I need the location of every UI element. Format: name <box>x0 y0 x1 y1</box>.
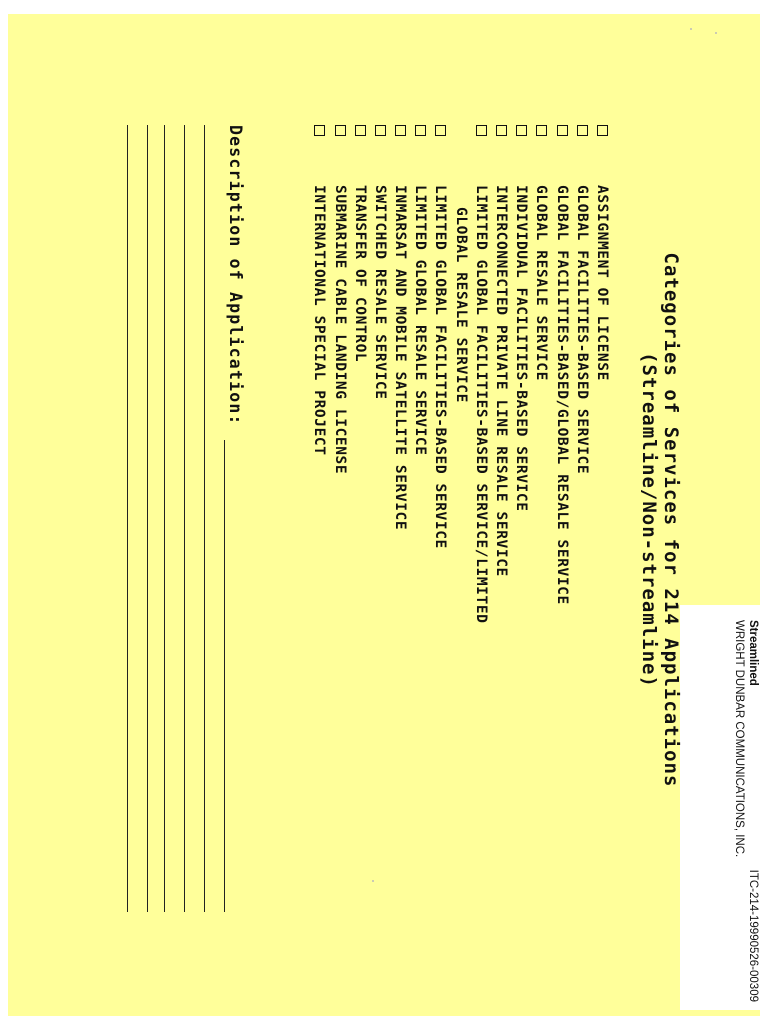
category-item <box>551 125 571 865</box>
category-item <box>572 125 592 865</box>
category-item <box>592 125 612 865</box>
file-number: ITC-214-19990526-00309 <box>747 869 759 1002</box>
category-item <box>430 125 450 865</box>
category-item <box>309 125 329 865</box>
company-name: WRIGHT DUNBAR COMMUNICATIONS, INC. <box>733 620 745 858</box>
category-item <box>350 125 370 865</box>
category-label: GLOBAL FACILITIES-BASED SERVICE <box>573 185 590 475</box>
category-label: SWITCHED RESALE SERVICE <box>371 185 388 400</box>
category-item <box>410 125 430 865</box>
category-checkbox[interactable] <box>415 125 426 136</box>
description-line[interactable] <box>147 125 148 912</box>
category-checkbox[interactable] <box>355 125 366 136</box>
title-line-2: (Streamline/Non-streamline) <box>638 352 660 688</box>
category-label: GLOBAL RESALE SERVICE <box>533 185 550 381</box>
description-line[interactable] <box>164 125 165 912</box>
category-item <box>370 125 390 865</box>
description-line[interactable] <box>184 125 185 912</box>
category-checkbox[interactable] <box>335 125 346 136</box>
category-list <box>309 125 612 865</box>
category-label: ASSIGNMENT OF LICENSE <box>594 185 610 381</box>
category-label: LIMITED GLOBAL FACILITIES-BASED SERVICE <box>432 185 449 549</box>
category-label: LIMITED GLOBAL FACILITIES-BASED SERVICE/LIMITED <box>472 185 489 624</box>
category-label: SUBMARINE CABLE LANDING LICENSE <box>331 185 348 475</box>
category-checkbox[interactable] <box>314 125 325 136</box>
category-item-continued <box>451 125 471 865</box>
form-title <box>638 210 682 830</box>
category-item <box>329 125 349 865</box>
filing-type: Streamlined <box>747 620 759 686</box>
category-checkbox[interactable] <box>375 125 386 136</box>
description-line[interactable] <box>127 125 128 912</box>
category-checkbox[interactable] <box>516 125 527 136</box>
category-checkbox[interactable] <box>395 125 406 136</box>
category-checkbox[interactable] <box>436 125 447 136</box>
category-label: LIMITED GLOBAL RESALE SERVICE <box>412 185 429 456</box>
file-stamp <box>724 612 764 1012</box>
scan-speck <box>372 880 374 882</box>
category-label: INDIVIDUAL FACILITIES-BASED SERVICE <box>513 185 530 512</box>
category-label: GLOBAL FACILITIES-BASED/GLOBAL RESALE SERVICE <box>553 185 570 605</box>
category-item <box>471 125 491 865</box>
category-label: INTERNATIONAL SPECIAL PROJECT <box>311 185 328 456</box>
category-checkbox[interactable] <box>597 125 608 136</box>
category-checkbox[interactable] <box>577 125 588 136</box>
description-label: Description of Application: <box>226 125 245 426</box>
category-checkbox[interactable] <box>557 125 568 136</box>
description-line[interactable] <box>224 440 225 912</box>
category-label: INTERCONNECTED PRIVATE LINE RESALE SERVICE <box>493 185 510 577</box>
category-label: INMARSAT AND MOBILE SATELLITE SERVICE <box>392 185 409 531</box>
category-item <box>511 125 531 865</box>
category-item <box>531 125 551 865</box>
category-label-continued: GLOBAL RESALE SERVICE <box>452 207 469 403</box>
category-checkbox[interactable] <box>476 125 487 136</box>
scan-speck <box>715 32 717 34</box>
category-checkbox[interactable] <box>496 125 507 136</box>
description-line[interactable] <box>204 125 205 912</box>
category-checkbox[interactable] <box>536 125 547 136</box>
title-line-1: Categories of Services for 214 Applications <box>660 252 682 788</box>
category-item <box>491 125 511 865</box>
scan-speck <box>690 28 692 30</box>
category-label: TRANSFER OF CONTROL <box>351 185 368 363</box>
category-item <box>390 125 410 865</box>
